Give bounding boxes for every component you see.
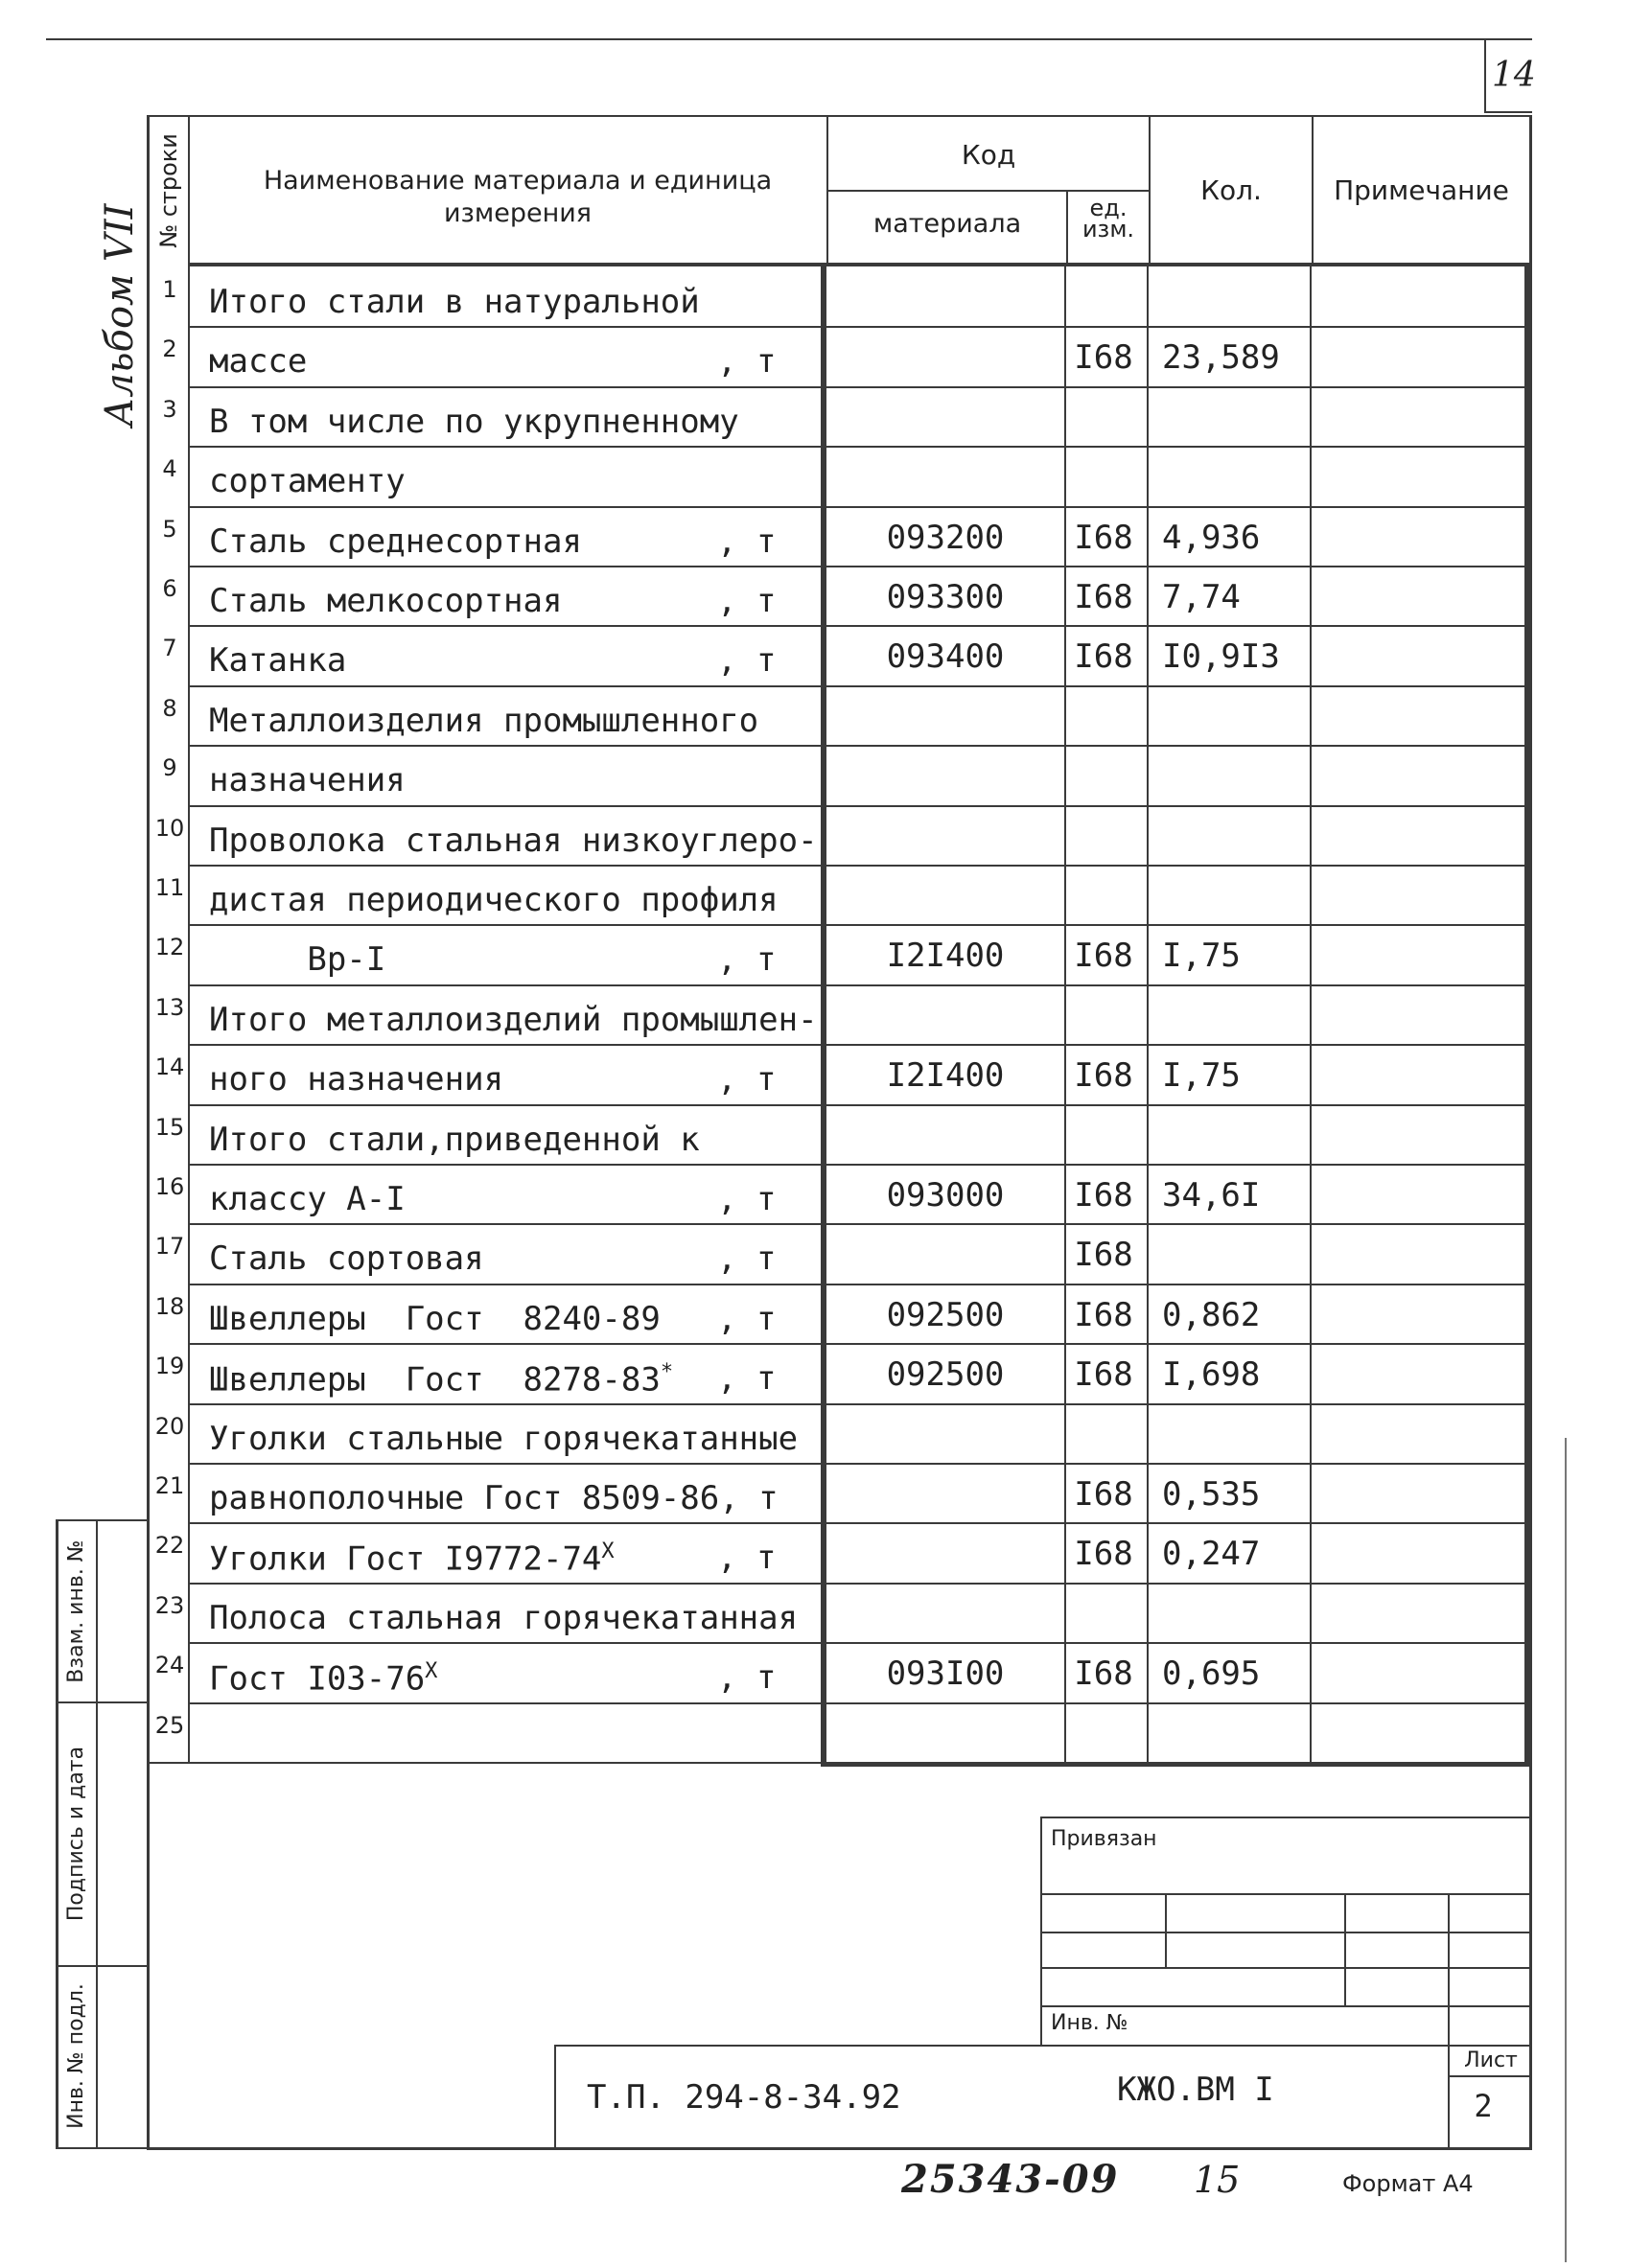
inv-no-label: Инв. № xyxy=(1051,2011,1128,2035)
podpis-data-label: Подпись и дата xyxy=(64,1746,88,1922)
superscript-mark: X xyxy=(601,1539,615,1564)
row-number: 19 xyxy=(154,1353,185,1380)
material-name: Сталь сортовая xyxy=(209,1239,484,1279)
row-number: 14 xyxy=(154,1053,185,1081)
unit-code: I68 xyxy=(1074,518,1133,557)
material-name: Швеллеры Гост 8240-89 xyxy=(209,1299,661,1338)
unit-suffix: , т xyxy=(717,1060,777,1099)
material-name: Сталь мелкосортная xyxy=(209,582,563,620)
document-code: Т.П. 294-8-34.92 xyxy=(587,2078,901,2117)
note-header: Примечание xyxy=(1334,174,1509,206)
unit-code: I68 xyxy=(1074,1236,1133,1275)
row-number: 12 xyxy=(154,934,185,961)
unit-code: I68 xyxy=(1074,1535,1133,1574)
privyazan-label: Привязан xyxy=(1051,1827,1157,1851)
unit-suffix: , т xyxy=(717,342,777,382)
archive-page: 15 xyxy=(1194,2159,1241,2201)
code-group-header: Код xyxy=(961,139,1016,171)
quantity: 4,936 xyxy=(1162,518,1261,557)
material-code: 093300 xyxy=(886,578,1005,616)
material-name: Уголки Гост $I9772-74^X$ xyxy=(209,1539,615,1579)
material-name: Итого стали,приведенной к xyxy=(209,1120,700,1159)
code-unit-header: ед. изм. xyxy=(1081,195,1135,243)
quantity: 0,695 xyxy=(1162,1655,1261,1694)
row-number: 21 xyxy=(154,1472,185,1499)
row-number: 11 xyxy=(154,874,185,901)
row-number: 9 xyxy=(162,754,177,782)
material-code: 093200 xyxy=(886,518,1005,557)
unit-suffix: , т xyxy=(717,1658,777,1698)
unit-code: I68 xyxy=(1074,1056,1133,1096)
unit-suffix: , т xyxy=(717,1539,777,1578)
code-material-header: материала xyxy=(872,209,1022,239)
unit-suffix: , т xyxy=(717,582,777,620)
unit-code: I68 xyxy=(1074,578,1133,616)
material-code: 093000 xyxy=(886,1176,1005,1215)
unit-code: I68 xyxy=(1074,1355,1133,1395)
row-number: 16 xyxy=(154,1173,185,1200)
material-name: Итого стали в натуральной xyxy=(209,283,700,321)
inv-podl-label: Инв. № подл. xyxy=(64,1983,88,2129)
quantity: I,75 xyxy=(1162,1056,1241,1096)
material-name: назначения xyxy=(209,761,406,800)
material-name: Металлоизделия промышленного xyxy=(209,701,759,740)
material-code: I2I400 xyxy=(886,1056,1005,1096)
quantity: I0,9I3 xyxy=(1162,637,1280,677)
unit-suffix: , т xyxy=(717,1359,777,1399)
row-number: 22 xyxy=(154,1532,185,1560)
sheet-number: 2 xyxy=(1474,2088,1493,2124)
material-name: Уголки стальные горячекатанные xyxy=(209,1419,799,1458)
material-name: равнополочные Гост 8509-86, т xyxy=(209,1479,779,1517)
quantity: 0,862 xyxy=(1162,1295,1261,1334)
row-number: 7 xyxy=(162,635,177,662)
unit-code: I68 xyxy=(1074,1475,1133,1514)
quantity: I,75 xyxy=(1162,937,1241,976)
superscript-mark: X xyxy=(425,1659,438,1684)
vzam-inv-label: Взам. инв. № xyxy=(64,1539,88,1683)
material-name: Гост $I03-76^X$ xyxy=(209,1659,438,1699)
material-name: сортаменту xyxy=(209,462,406,501)
material-code: 093400 xyxy=(886,637,1005,677)
quantity: 7,74 xyxy=(1162,578,1241,616)
material-code: 092500 xyxy=(886,1355,1005,1395)
unit-code: I68 xyxy=(1074,338,1133,378)
material-name: ного назначения xyxy=(209,1060,504,1099)
sheet-label: Лист xyxy=(1464,2048,1518,2072)
row-number: 5 xyxy=(162,515,177,543)
unit-code: I68 xyxy=(1074,637,1133,677)
unit-code: I68 xyxy=(1074,1295,1133,1334)
album-label: Альбом VII xyxy=(98,203,142,427)
document-mark: КЖО.ВМ I xyxy=(1117,2071,1274,2109)
format-label: Формат А4 xyxy=(1342,2170,1474,2197)
page-number: 14 xyxy=(1492,56,1536,95)
material-name: дистая периодического профиля xyxy=(209,881,779,919)
unit-suffix: , т xyxy=(717,940,777,980)
unit-suffix: , т xyxy=(717,1299,777,1338)
row-number: 25 xyxy=(154,1711,185,1739)
superscript-mark: * xyxy=(660,1360,674,1385)
quantity: 0,247 xyxy=(1162,1535,1261,1574)
unit-suffix: , т xyxy=(717,641,777,681)
quantity: 34,6I xyxy=(1162,1176,1261,1215)
row-number: 10 xyxy=(154,814,185,842)
row-number: 4 xyxy=(162,455,177,483)
row-number: 24 xyxy=(154,1652,185,1679)
quantity: I,698 xyxy=(1162,1355,1261,1395)
quantity: 23,589 xyxy=(1162,338,1280,378)
material-name: Вр-I xyxy=(209,940,386,980)
material-name: Швеллеры Гост 8278-83* xyxy=(209,1360,674,1400)
material-name: Итого металлоизделий промышлен- xyxy=(209,1000,818,1039)
material-code: I2I400 xyxy=(886,937,1005,976)
unit-suffix: , т xyxy=(717,1239,777,1279)
row-number: 23 xyxy=(154,1591,185,1619)
material-code: 092500 xyxy=(886,1295,1005,1334)
material-name: Проволока стальная низкоуглеро- xyxy=(209,821,818,860)
row-number: 20 xyxy=(154,1412,185,1440)
row-number: 3 xyxy=(162,395,177,423)
row-number: 2 xyxy=(162,336,177,363)
material-name-header xyxy=(249,165,786,230)
row-number: 15 xyxy=(154,1113,185,1141)
material-name: Полоса стальная горячекатанная xyxy=(209,1598,799,1637)
row-number: 8 xyxy=(162,694,177,722)
row-number: 17 xyxy=(154,1233,185,1261)
material-name-header-text: Наименование материала и единица измерения xyxy=(263,166,773,228)
material-name: классу А-I xyxy=(209,1180,406,1218)
material-name: массе xyxy=(209,342,308,382)
archive-number: 25343-09 xyxy=(901,2157,1120,2202)
qty-header: Кол. xyxy=(1200,174,1262,206)
row-number: 6 xyxy=(162,575,177,602)
unit-code: I68 xyxy=(1074,1655,1133,1694)
unit-suffix: , т xyxy=(717,1180,777,1218)
unit-code: I68 xyxy=(1074,1176,1133,1215)
unit-code: I68 xyxy=(1074,937,1133,976)
material-code: 093I00 xyxy=(886,1655,1005,1694)
material-name: В том числе по укрупненному xyxy=(209,402,739,441)
material-name: Сталь среднесортная xyxy=(209,521,582,561)
row-number: 18 xyxy=(154,1292,185,1320)
row-number: 1 xyxy=(162,276,177,303)
row-number-header: № строки xyxy=(155,133,182,248)
material-name: Катанка xyxy=(209,641,347,681)
quantity: 0,535 xyxy=(1162,1475,1261,1514)
row-number: 13 xyxy=(154,993,185,1021)
unit-suffix: , т xyxy=(717,521,777,561)
